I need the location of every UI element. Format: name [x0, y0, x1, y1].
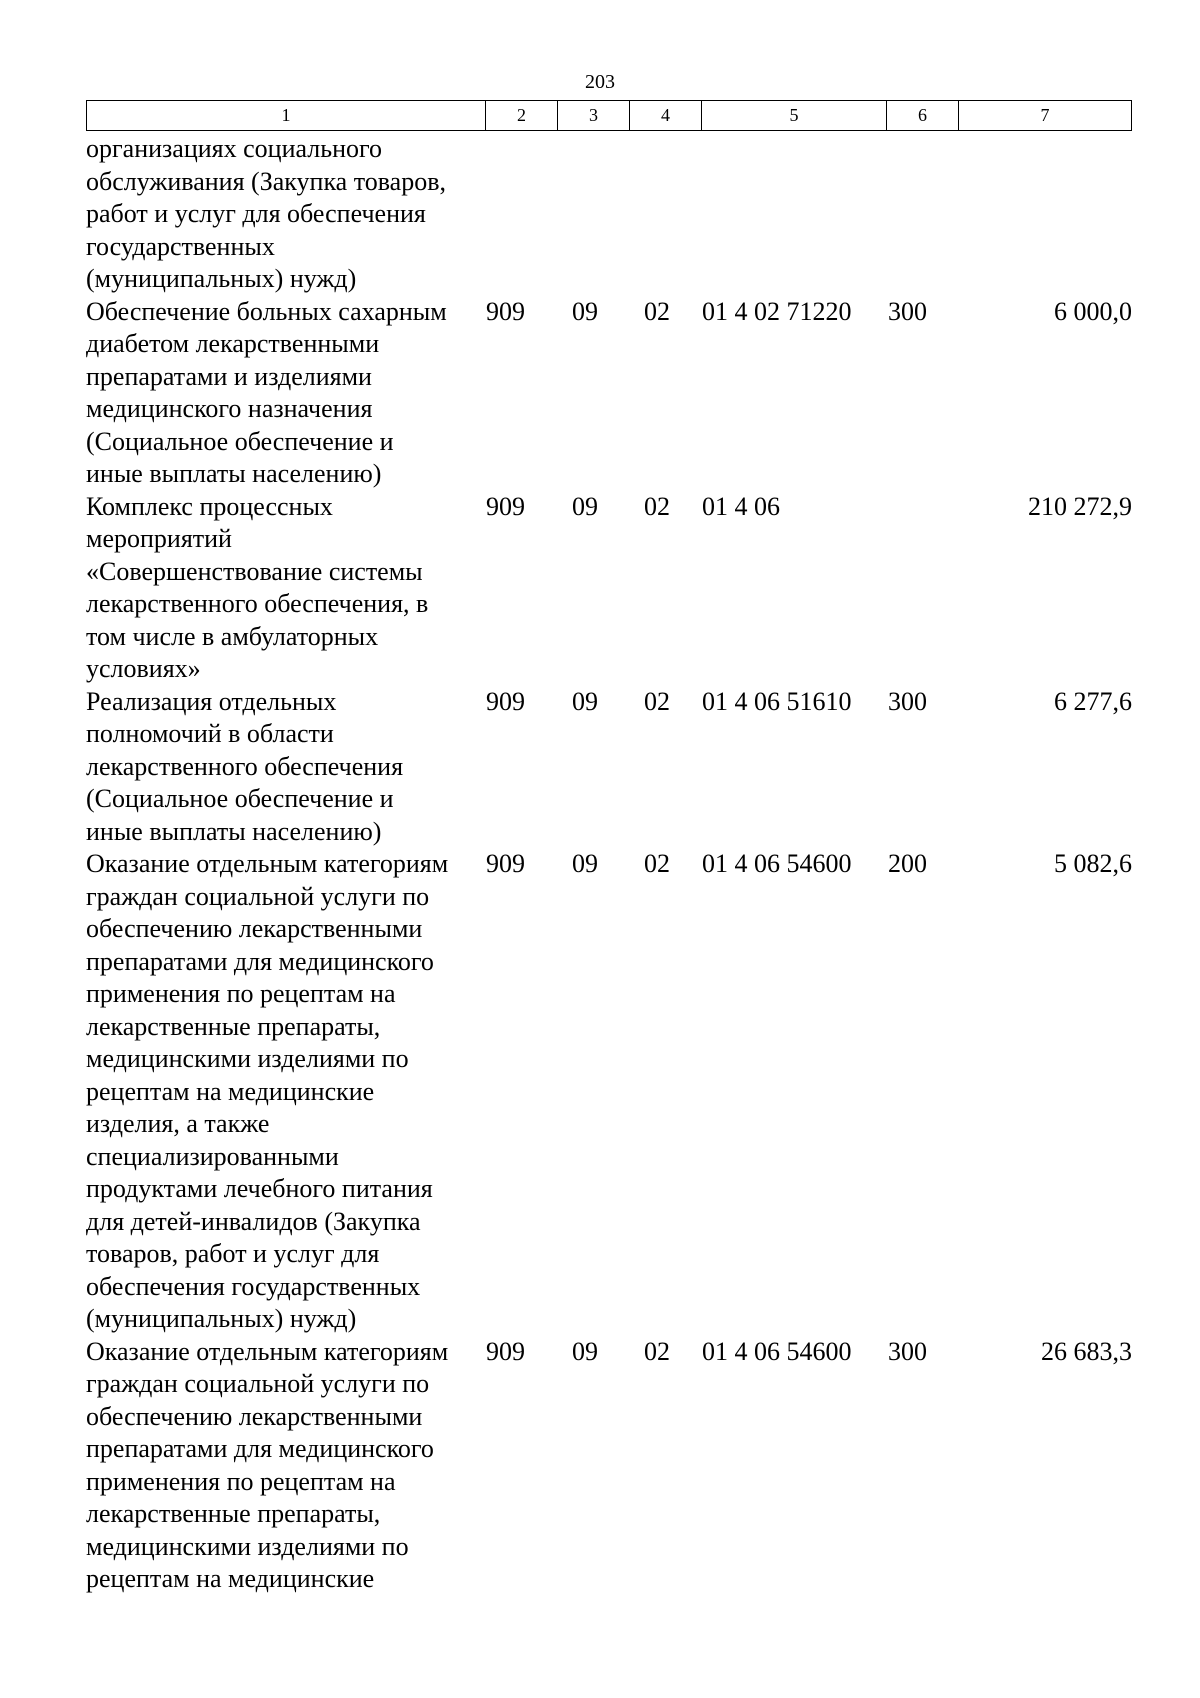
- row-subsection: 02: [644, 849, 670, 878]
- header-col-2: 2: [486, 101, 558, 130]
- row-budget-code: 909: [486, 491, 525, 521]
- row-subsection: 02: [644, 686, 670, 716]
- row-target-item: 01 4 06 54600: [702, 1336, 852, 1366]
- header-col-5: 5: [702, 101, 887, 130]
- row-subsection: 02: [644, 1336, 670, 1366]
- row-section: 09: [572, 296, 598, 326]
- table-body: [86, 133, 1132, 1596]
- row-expense-type: 200: [888, 849, 927, 878]
- table-row: [86, 686, 1132, 849]
- header-col-4: 4: [630, 101, 702, 130]
- row-amount: 26 683,3: [1041, 1336, 1132, 1366]
- row-target-item: 01 4 06: [702, 491, 780, 521]
- row-section: 09: [572, 849, 598, 878]
- row-description: Оказание отдельным категориям граждан социальной услуги по обеспечению лекарственными препаратами для медицинского применения по рецептам на лекарственные препараты, медицинскими изделиями по рецептам на медицинские: [86, 1336, 449, 1593]
- row-description: Обеспечение больных сахарным диабетом лекарственными препаратами и изделиями медицинского назначения (Социальное обеспечение и иные выплаты населению): [86, 296, 447, 488]
- row-target-item: 01 4 06 51610: [702, 686, 852, 716]
- row-description: Реализация отдельных полномочий в области лекарственного обеспечения (Социальное обеспечение и иные выплаты населению): [86, 686, 404, 846]
- row-description: Оказание отдельным категориям граждан социальной услуги по обеспечению лекарственными препаратами для медицинского применения по рецептам на лекарственные препараты, медицинскими изделиями по рецептам на медицинские изделия, а также специализированными продуктами лечебного питания для детей-инвалидов (Закупка товаров, работ и услуг для обеспечения государственных (муниципальных) нужд): [86, 849, 449, 1333]
- table-row: [86, 1336, 1132, 1596]
- header-col-6: 6: [887, 101, 959, 130]
- row-target-item: 01 4 02 71220: [702, 296, 852, 326]
- header-col-7: 7: [1040, 105, 1050, 125]
- row-section: 09: [572, 686, 598, 716]
- row-subsection: 02: [644, 296, 670, 326]
- row-amount: 6 000,0: [1054, 296, 1132, 326]
- table-row: [86, 491, 1132, 686]
- table-header-row: [86, 100, 1132, 131]
- row-expense-type: 300: [888, 296, 927, 326]
- row-budget-code: 909: [486, 686, 525, 716]
- header-col-3: 3: [558, 101, 630, 130]
- row-expense-type: 300: [888, 686, 927, 716]
- row-amount: 5 082,6: [1054, 849, 1132, 878]
- row-description: Комплекс процессных мероприятий «Совершенствование системы лекарственного обеспечения, в том числе в амбулаторных условиях»: [86, 491, 429, 683]
- table-row: [86, 848, 1132, 1336]
- row-section: 09: [572, 491, 598, 521]
- row-amount: 6 277,6: [1054, 686, 1132, 716]
- row-budget-code: 909: [486, 296, 525, 326]
- row-description: организациях социального обслуживания (Закупка товаров, работ и услуг для обеспечения государственных (муниципальных) нужд): [86, 134, 446, 293]
- table-row: [86, 296, 1132, 491]
- row-budget-code: 909: [486, 849, 525, 878]
- table-row: [86, 133, 1132, 296]
- row-amount: 210 272,9: [1028, 491, 1132, 521]
- header-col-1: 1: [87, 101, 486, 130]
- row-subsection: 02: [644, 491, 670, 521]
- row-section: 09: [572, 1336, 598, 1366]
- row-target-item: 01 4 06 54600: [702, 849, 852, 878]
- row-expense-type: 300: [888, 1336, 927, 1366]
- row-budget-code: 909: [486, 1336, 525, 1366]
- page-number: 203: [585, 71, 615, 93]
